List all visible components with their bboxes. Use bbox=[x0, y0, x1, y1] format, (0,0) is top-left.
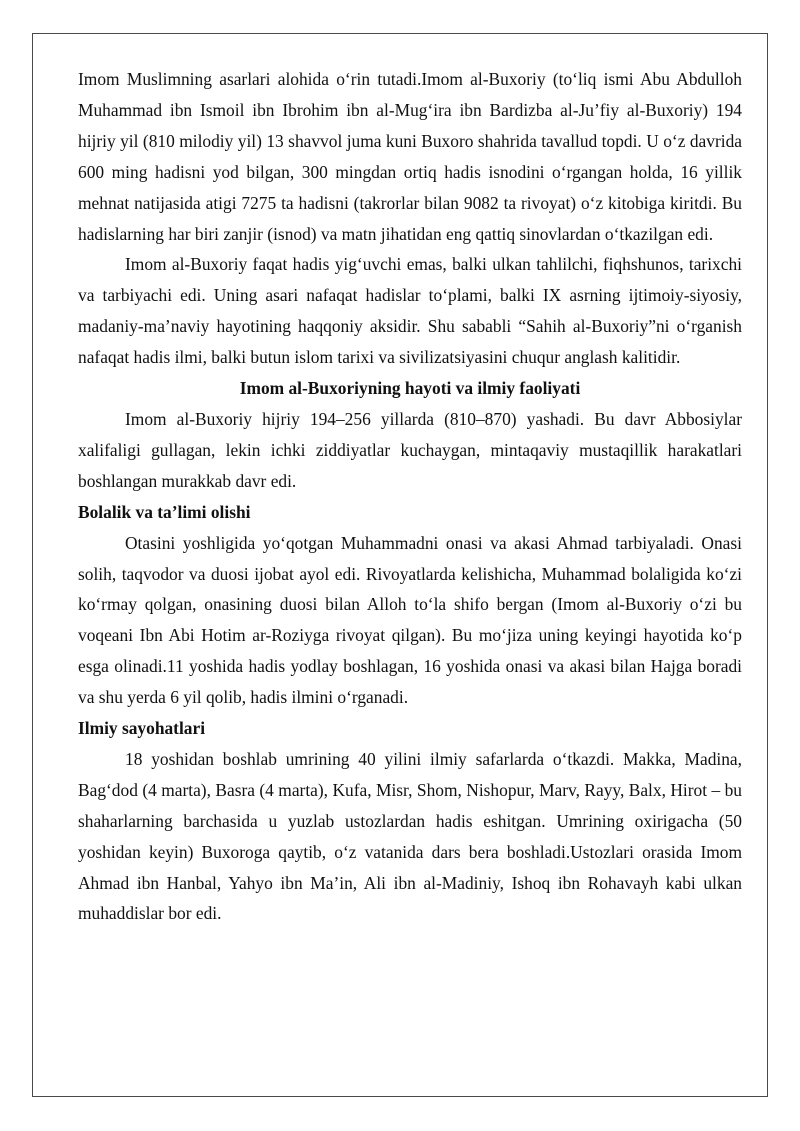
paragraph-childhood: Otasini yoshligida yo‘qotgan Muhammadni onasi va akasi Ahmad tarbiyaladi. Onasi solih, taqvodor va duosi ijobat ayol edi. Rivoyatlarda kelishicha, Muhammad bolaligida ko‘zi ko‘rmay qolgan, onasining duosi bilan Alloh to‘la shifo bergan (Imom al-Buxoriy o‘zi bu voqeani Ibn Abi Hotim ar-Roziyga rivoyat qilgan). Bu mo‘jiza uning keyingi hayotida ko‘p esga olinadi.11 yoshida hadis yodlay boshlagan, 16 yoshida onasi va akasi bilan Hajga boradi va shu yerda 6 yil qolib, hadis ilmini o‘rganadi. bbox=[78, 532, 742, 708]
document-body bbox=[78, 64, 742, 929]
paragraph-era: Imom al-Buxoriy hijriy 194–256 yillarda (810–870) yashadi. Bu davr Abbosiylar xalifaligi gullagan, lekin ichki ziddiyatlar kuchaygan, mintaqaviy mustaqillik harakatlari boshlangan murakkab davr edi. bbox=[78, 408, 742, 491]
paragraph-intro: Imom Muslimning asarlari alohida o‘rin tutadi.Imom al-Buxoriy (to‘liq ismi Abu Abdulloh Muhammad ibn Ismoil ibn Ibrohim ibn al-Mug‘ira ibn Bardizba al-Ju’fiy al-Buxoriy) 194 hijriy yil (810 milodiy yil) 13 shavvol juma kuni Buxoro shahrida tavallud topdi. U o‘z davrida 600 ming hadisni yod bilgan, 300 mingdan ortiq hadis isnodini o‘rgangan holda, 16 yillik mehnat natijasida atigi 7275 ta hadisni (takrorlar bilan 9082 ta rivoyat) o‘z kitobiga kiritdi. Bu hadislarning har biri zanjir (isnod) va matn jihatidan eng qattiq sinovlardan o‘tkazilgan edi. bbox=[78, 69, 742, 244]
subheading-travels: Ilmiy sayohatlari bbox=[78, 718, 206, 739]
paragraph-travels: 18 yoshidan boshlab umrining 40 yilini ilmiy safarlarda o‘tkazdi. Makka, Madina, Bag‘dod (4 marta), Basra (4 marta), Kufa, Misr, Shom, Nishopur, Marv, Rayy, Balx, Hirot – bu shaharlarning barchasida u yuzlab ustozlardan hadis eshitgan. Umrining oxirigacha (50 yoshidan keyin) Buxoroga qaytib, o‘z vatanida dars bera boshladi.Ustozlari orasida Imom Ahmad ibn Hanbal, Yahyo ibn Ma’in, Ali ibn al-Madiniy, Ishoq ibn Rohavayh kabi ulkan muhaddislar bor edi. bbox=[78, 748, 742, 924]
section-title: Imom al-Buxoriyning hayoti va ilmiy faoliyati bbox=[239, 378, 581, 399]
subheading-childhood: Bolalik va ta’limi olishi bbox=[78, 501, 251, 522]
paragraph-significance: Imom al-Buxoriy faqat hadis yig‘uvchi emas, balki ulkan tahlilchi, fiqhshunos, tarixchi va tarbiyachi edi. Uning asari nafaqat hadislar to‘plami, balki IX asrning ijtimoiy-siyosiy, madaniy-ma’naviy hayotining haqqoniy aksidir. Shu sababli “Sahih al-Buxoriy”ni o‘rganish nafaqat hadis ilmi, balki butun islom tarixi va sivilizatsiyasini chuqur anglash kalitidir. bbox=[78, 254, 742, 368]
